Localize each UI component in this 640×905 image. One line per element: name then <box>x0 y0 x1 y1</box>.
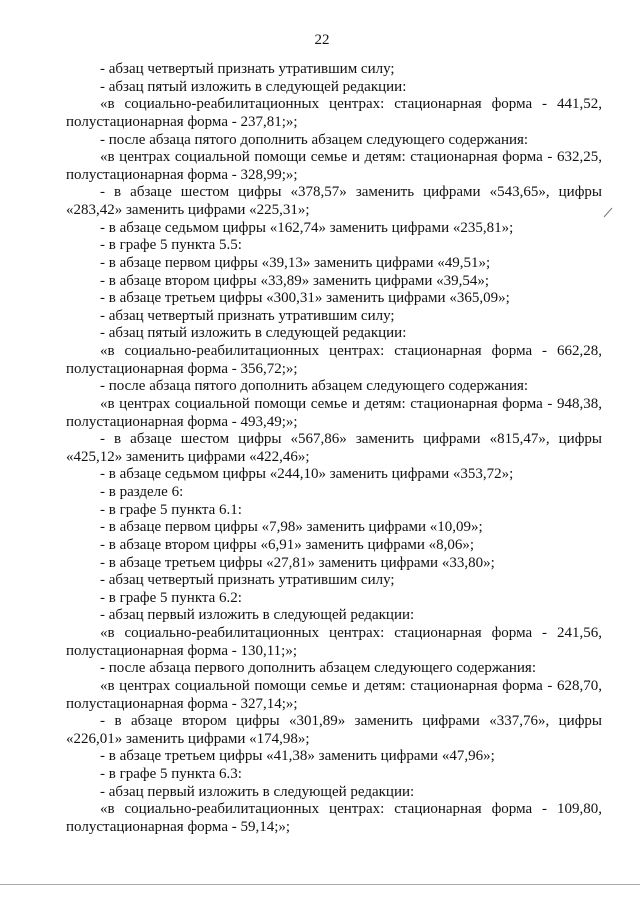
text-line: - в абзаце третьем цифры «27,81» заменить цифрами «33,80»; <box>100 554 495 571</box>
text-line: - абзац первый изложить в следующей редакции: <box>100 607 415 624</box>
text-line: - абзац пятый изложить в следующей редакции: <box>100 78 407 95</box>
text-line: - в абзаце третьем цифры «300,31» заменить цифрами «365,09»; <box>100 290 510 307</box>
text-line: - в абзаце третьем цифры «41,38» заменить цифрами «47,96»; <box>100 748 495 765</box>
text-line: «в центрах социальной помощи семье и детям: стационарная форма - 632,25, <box>100 149 602 166</box>
paragraph <box>66 572 602 590</box>
paragraph <box>66 502 602 520</box>
paragraph <box>66 784 602 802</box>
text-line: - в абзаце шестом цифры «378,57» заменить цифрами «543,65», цифры <box>100 184 602 201</box>
body-text <box>66 61 602 837</box>
text-line: - после абзаца пятого дополнить абзацем следующего содержания: <box>100 378 529 395</box>
paragraph <box>66 290 602 308</box>
text-line: - в графе 5 пункта 5.5: <box>100 237 242 254</box>
text-line: «226,01» заменить цифрами «174,98»; <box>66 730 310 747</box>
paragraph <box>66 466 602 484</box>
paragraph <box>66 713 602 748</box>
paragraph <box>66 61 602 79</box>
paragraph <box>66 149 602 184</box>
text-line: «в центрах социальной помощи семье и детям: стационарная форма - 628,70, <box>100 677 602 694</box>
page-number: 22 <box>314 32 330 48</box>
paragraph <box>66 590 602 608</box>
text-line: полустационарная форма - 59,14;»; <box>66 818 291 835</box>
paragraph <box>66 431 602 466</box>
text-line: - в абзаце седьмом цифры «162,74» заменить цифрами «235,81»; <box>100 219 514 236</box>
paragraph <box>66 308 602 326</box>
text-line: «в центрах социальной помощи семье и детям: стационарная форма - 948,38, <box>100 395 602 412</box>
paragraph <box>66 537 602 555</box>
text-line: - в графе 5 пункта 6.1: <box>100 501 242 518</box>
text-line: полустационарная форма - 328,99;»; <box>66 166 298 183</box>
paragraph <box>66 766 602 784</box>
text-line: - абзац четвертый признать утратившим силу; <box>100 61 395 77</box>
paragraph <box>66 607 602 625</box>
text-line: полустационарная форма - 130,11;»; <box>66 642 298 659</box>
text-line: «в социально-реабилитационных центрах: стационарная форма - 109,80, <box>100 801 602 818</box>
scan-edge-line <box>0 884 640 885</box>
paragraph <box>66 484 602 502</box>
paragraph <box>66 132 602 150</box>
scan-mark <box>602 205 614 219</box>
text-line: - после абзаца первого дополнить абзацем следующего содержания: <box>100 660 536 677</box>
text-line: «283,42» заменить цифрами «225,31»; <box>66 202 310 218</box>
paragraph <box>66 396 602 431</box>
paragraph <box>66 96 602 131</box>
paragraph <box>66 237 602 255</box>
paragraph <box>66 625 602 660</box>
paragraph <box>66 220 602 238</box>
text-line: полустационарная форма - 327,14;»; <box>66 695 298 712</box>
text-line: - в абзаце первом цифры «39,13» заменить цифрами «49,51»; <box>100 254 491 271</box>
text-line: - в абзаце втором цифры «301,89» заменить цифрами «337,76», цифры <box>100 713 602 730</box>
paragraph <box>66 273 602 291</box>
text-line: - абзац четвертый признать утратившим силу; <box>100 307 395 324</box>
paragraph <box>66 801 602 836</box>
text-line: - в абзаце шестом цифры «567,86» заменить цифрами «815,47», цифры <box>100 431 602 448</box>
text-line: - в графе 5 пункта 6.3: <box>100 766 242 782</box>
text-line: - в графе 5 пункта 6.2: <box>100 589 242 606</box>
text-line: - в абзаце седьмом цифры «244,10» заменить цифрами «353,72»; <box>100 466 514 483</box>
paragraph <box>66 184 602 219</box>
paragraph <box>66 325 602 343</box>
paragraph <box>66 678 602 713</box>
text-line: - после абзаца пятого дополнить абзацем следующего содержания: <box>100 131 529 148</box>
text-line: - в абзаце втором цифры «33,89» заменить цифрами «39,54»; <box>100 272 490 289</box>
paragraph <box>66 519 602 537</box>
text-line: - абзац четвертый признать утратившим силу; <box>100 572 395 589</box>
text-line: «в социально-реабилитационных центрах: стационарная форма - 241,56, <box>100 625 602 641</box>
text-line: «в социально-реабилитационных центрах: стационарная форма - 662,28, <box>100 343 602 359</box>
text-line: - абзац пятый изложить в следующей редакции: <box>100 325 407 342</box>
paragraph <box>66 660 602 678</box>
text-line: полустационарная форма - 493,49;»; <box>66 413 298 430</box>
text-line: полустационарная форма - 356,72;»; <box>66 360 298 377</box>
paragraph <box>66 555 602 573</box>
text-line: «425,12» заменить цифрами «422,46»; <box>66 448 310 465</box>
text-line: - абзац первый изложить в следующей редакции: <box>100 783 415 800</box>
text-line: - в разделе 6: <box>100 484 184 500</box>
text-line: полустационарная форма - 237,81;»; <box>66 113 298 130</box>
paragraph <box>66 343 602 378</box>
paragraph <box>66 748 602 766</box>
text-line: - в абзаце втором цифры «6,91» заменить цифрами «8,06»; <box>100 536 475 553</box>
text-line: - в абзаце первом цифры «7,98» заменить цифрами «10,09»; <box>100 519 483 536</box>
text-line: «в социально-реабилитационных центрах: стационарная форма - 441,52, <box>100 96 602 113</box>
paragraph <box>66 255 602 273</box>
paragraph <box>66 378 602 396</box>
paragraph <box>66 79 602 97</box>
